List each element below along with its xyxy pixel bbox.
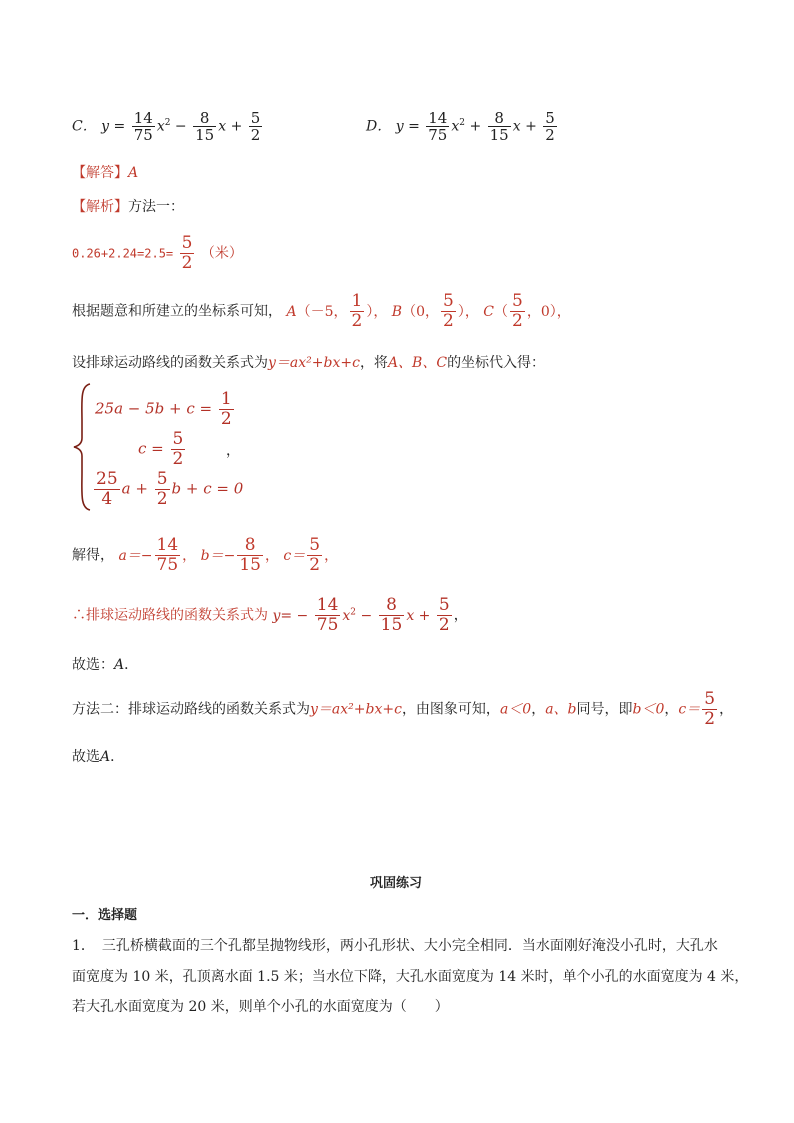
option-c-b-num: 8 (199, 109, 210, 127)
result-x: x (406, 607, 415, 624)
sum-line (72, 234, 243, 273)
solve-a: a＝− (118, 547, 153, 564)
system-eq2-lhs: c = (138, 439, 164, 458)
system-eq3-b-den: 2 (156, 489, 168, 509)
answer-tag: 【解答】 (72, 165, 128, 181)
subsection-title: 一．选择题 (72, 908, 138, 923)
setup-tail: 的坐标代入得： (447, 355, 546, 371)
system-eq1-den: 2 (220, 409, 232, 429)
choose2-text: 故选 (72, 749, 100, 765)
coords-a-label: A (286, 303, 297, 320)
option-c-c-num: 5 (250, 109, 261, 127)
coords-a-close: ）， (366, 303, 388, 320)
setup-points: A、B、C (387, 355, 448, 371)
method2-end: ， (719, 701, 734, 718)
system-eq1-num: 1 (220, 389, 232, 409)
system-eq1 (95, 390, 236, 429)
setup-line (72, 352, 545, 372)
result-c-den: 2 (438, 615, 450, 635)
option-d-x2: x (451, 118, 460, 135)
option-d-c-num: 5 (545, 109, 555, 127)
setup-formula: y＝ax²+bx+c (268, 355, 360, 371)
coords-a-open: （－5， (296, 303, 348, 320)
answer-line (72, 162, 138, 182)
solve-line (72, 536, 338, 575)
sum-num: 5 (181, 233, 193, 253)
method2-cond1: a＜0 (499, 701, 532, 718)
option-c-a-num: 14 (133, 109, 153, 127)
solve-b-num: 8 (244, 535, 256, 555)
coords-b-close: ）， (457, 303, 479, 320)
solve-c-den: 2 (309, 555, 321, 575)
system-eq3 (92, 470, 243, 509)
option-c-a-den: 75 (133, 126, 153, 144)
question1-line3: 若大孔水面宽度为 20 米，则单个小孔的水面宽度为（ ） (72, 999, 449, 1015)
coords-c-open: （ (494, 303, 508, 320)
option-c-x2: x (156, 118, 165, 135)
coords-b-num: 5 (443, 291, 454, 311)
method2-ab: a、b (545, 701, 577, 718)
result-end: ， (453, 607, 468, 624)
option-c-op1: − (174, 118, 187, 135)
coords-lead: 根据题意和所建立的坐标系可知， (72, 303, 282, 320)
system-eq2-num: 5 (172, 429, 184, 449)
coords-a-den: 2 (351, 311, 363, 331)
option-d-a-num: 14 (428, 109, 448, 127)
choose2-value: A (100, 749, 111, 765)
system-eq3-den: 4 (94, 489, 120, 509)
result-sq: 2 (350, 606, 357, 617)
option-d (366, 110, 559, 143)
option-c-label: C． (72, 118, 97, 135)
option-d-op1: + (469, 118, 482, 135)
solve-b: b＝− (200, 547, 236, 564)
choose1-text: 故选： (72, 657, 114, 673)
coords-b-label: B (391, 303, 403, 320)
choose2-end: ． (110, 749, 125, 765)
solve-b-den: 15 (239, 555, 261, 575)
method2-mid: ，由图象可知， (401, 701, 500, 718)
analysis-method1: 方法一： (128, 199, 184, 215)
method2-formula: y＝ax²+bx+c (310, 701, 402, 718)
coords-c-close: ，0）， (526, 303, 571, 320)
choose1-line (72, 654, 138, 674)
option-c-sq: 2 (164, 117, 171, 128)
coords-b-den: 2 (443, 311, 454, 331)
option-d-sq: 2 (459, 117, 465, 128)
system-eq2 (138, 430, 187, 469)
result-a-den: 75 (316, 615, 339, 635)
coords-a-num: 1 (351, 291, 363, 311)
result-op2: + (418, 607, 431, 624)
method2-c-den: 2 (704, 709, 716, 729)
system-eq1-lhs: 25a − 5b + c = (95, 399, 213, 418)
solve-sep2: ， (264, 547, 279, 564)
sum-den: 2 (181, 253, 193, 273)
option-d-x: x (512, 118, 521, 135)
choose2-line (72, 746, 124, 766)
coords-b-open: （0， (402, 303, 439, 320)
choose1-end: ． (124, 657, 139, 673)
sum-unit: （米） (200, 245, 243, 262)
result-lead: ∴排球运动路线的函数关系式为 (72, 607, 268, 624)
method2-cond2: b＜0 (632, 701, 665, 718)
result-a-num: 14 (316, 595, 339, 615)
answer-value: A (128, 165, 139, 181)
system-eq3-tail: b + c = 0 (171, 479, 244, 498)
solve-c: c＝ (283, 547, 306, 564)
result-line (72, 596, 468, 635)
method2-sep: ， (531, 701, 546, 718)
setup-lead: 设排球运动路线的函数关系式为 (72, 355, 268, 371)
question1-line2: 面宽度为 10 米，孔顶离水面 1.5 米；当水位下降，大孔水面宽度为 14 米时，单个小孔的水面宽度为 4 米， (72, 969, 749, 985)
result-c-num: 5 (438, 595, 450, 615)
option-d-label: D． (366, 118, 392, 135)
result-y: y (272, 607, 281, 624)
option-d-c-den: 2 (545, 126, 555, 144)
option-c (72, 110, 264, 143)
system-eq2-den: 2 (172, 449, 184, 469)
analysis-tag: 【解析】 (72, 199, 128, 215)
section-title: 巩固练习 (370, 876, 423, 891)
option-c-y: y (101, 118, 110, 135)
option-d-a-den: 75 (428, 126, 448, 144)
system-brace (72, 382, 94, 512)
method2-c: c＝ (678, 701, 701, 718)
method2-line (72, 690, 733, 729)
option-c-eq: = (113, 118, 126, 135)
option-c-b-den: 15 (195, 126, 215, 144)
method2-c-num: 5 (704, 689, 716, 709)
result-b-den: 15 (380, 615, 403, 635)
setup-mid: ，将 (359, 355, 388, 371)
coords-line (72, 292, 571, 331)
question1-line1: 1． 三孔桥横截面的三个孔都呈抛物线形，两小孔形状、大小完全相同．当水面刚好淹没小孔时，大孔水 (72, 938, 718, 954)
option-d-b-den: 15 (489, 126, 509, 144)
option-d-y: y (395, 118, 404, 135)
system-comma: ， (226, 443, 240, 459)
coords-c-den: 2 (512, 311, 523, 331)
system-eq3-a: a + (121, 479, 148, 498)
solve-c-num: 5 (309, 535, 321, 555)
option-c-c-den: 2 (250, 126, 261, 144)
option-d-op2: + (525, 118, 537, 135)
result-eq: = − (280, 607, 309, 624)
option-d-eq: = (408, 118, 420, 135)
coords-c-label: C (483, 303, 494, 320)
sum-expr: 0.26+2.24=2.5= (72, 246, 174, 261)
option-d-b-num: 8 (494, 109, 504, 127)
result-x2: x (342, 607, 351, 624)
system-eq3-num: 25 (96, 469, 118, 489)
method2-same: 同号，即 (576, 701, 633, 718)
option-c-x: x (218, 118, 227, 135)
choose1-value: A (114, 657, 125, 673)
method2-sep2: ， (664, 701, 679, 718)
solve-sep1: ， (182, 547, 197, 564)
method2-lead: 方法二：排球运动路线的函数关系式为 (72, 701, 310, 718)
analysis-line (72, 196, 184, 216)
result-op1: − (360, 607, 373, 624)
solve-a-den: 75 (156, 555, 179, 575)
solve-sep3: ， (324, 547, 339, 564)
result-b-num: 8 (386, 595, 397, 615)
option-c-op2: + (230, 118, 243, 135)
solve-a-num: 14 (156, 535, 179, 555)
system-eq3-b-num: 5 (156, 469, 168, 489)
coords-c-num: 5 (512, 291, 523, 311)
solve-lead: 解得， (72, 547, 114, 564)
